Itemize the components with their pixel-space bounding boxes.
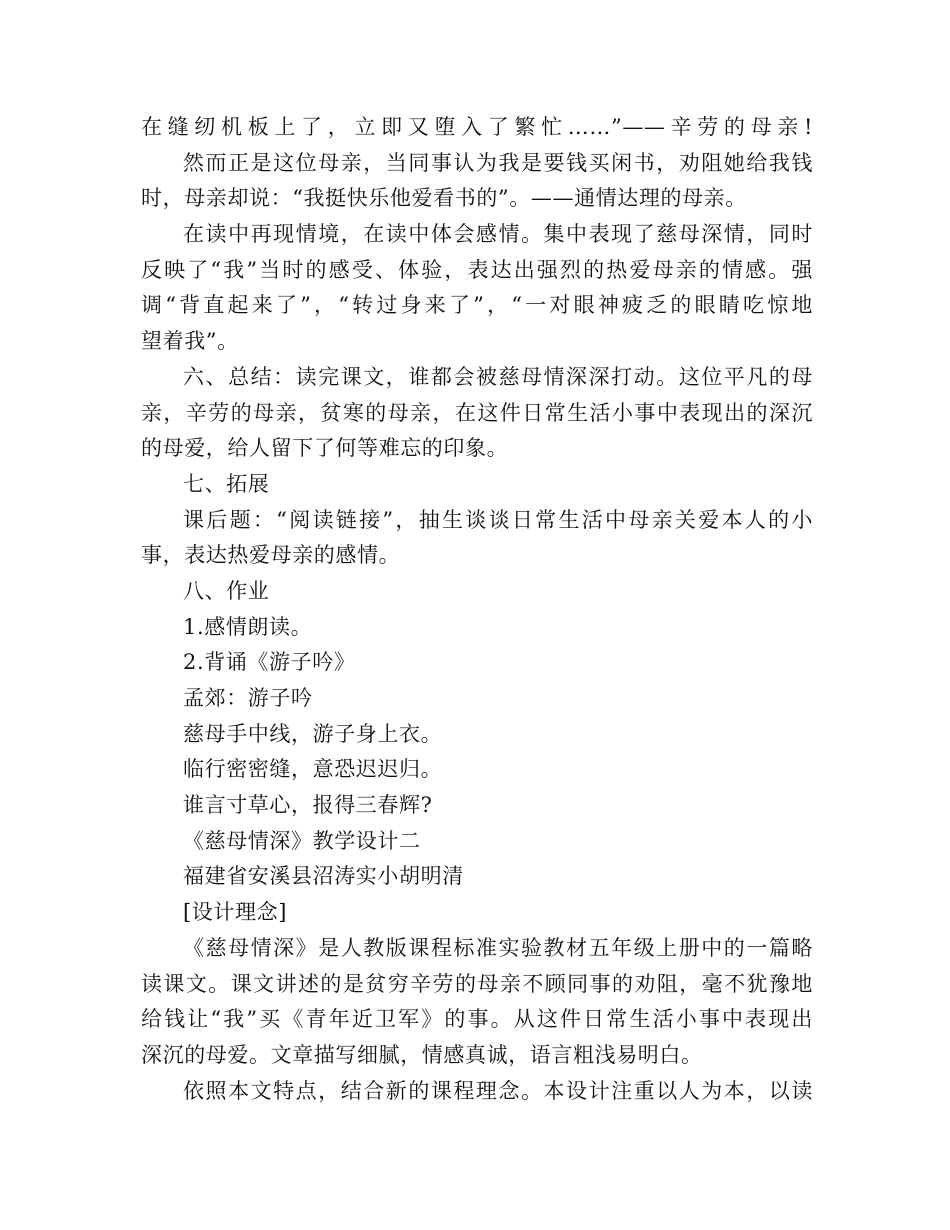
poem-line: 谁言寸草心，报得三春辉? [183,793,433,818]
paragraph-line: 时，母亲却说：“我挺快乐他爱看书的”。——通情达理的母亲。 [141,186,747,211]
paragraph-line: 的母爱，给人留下了何等难忘的印象。 [141,436,509,461]
paragraph-line: 依照本文特点，结合新的课程理念。本设计注重以人为本，以读 [183,1078,813,1103]
list-item: 1.感情朗读。 [183,614,313,639]
document-subtitle: 《慈母情深》教学设计二 [183,828,421,853]
poem-line: 临行密密缝，意恐迟迟归。 [183,757,443,782]
section-heading: [设计理念] [183,900,287,925]
section-heading: 七、拓展 [183,471,270,496]
paragraph-line: 六、总结：读完课文，谁都会被慈母情深深打动。这位平凡的母 [183,364,813,389]
paragraph-line: 给钱让“我”买《青年近卫军》的事。从这件日常生活小事中表现出 [141,1007,813,1032]
paragraph-line: 调“背直起来了”，“转过身来了”，“一对眼神疲乏的眼睛吃惊地 [141,293,813,318]
author-line: 福建省安溪县沼涛实小胡明清 [183,864,464,889]
paragraph-line: 《慈母情深》是人教版课程标准实验教材五年级上册中的一篇略 [183,935,813,960]
list-item: 2.背诵《游子吟》 [183,650,356,675]
paragraph-line: 在读中再现情境，在读中体会感情。集中表现了慈母深情，同时 [183,222,813,247]
paragraph-line: 事，表达热爱母亲的感情。 [141,543,401,568]
paragraph-line: 读课文。课文讲述的是贫穷辛劳的母亲不顾同事的劝阻，毫不犹豫地 [141,971,813,996]
paragraph-line: 望着我”。 [141,329,239,354]
poem-title: 孟郊：游子吟 [183,686,313,710]
section-heading: 八、作业 [183,578,270,603]
paragraph-line: 深沉的母爱。文章描写细腻，情感真诚，语言粗浅易明白。 [141,1042,703,1067]
paragraph-line: 亲，辛劳的母亲，贫寒的母亲，在这件日常生活小事中表现出的深沉 [141,400,813,425]
paragraph-line: 然而正是这位母亲，当同事认为我是要钱买闲书，劝阻她给我钱 [183,150,813,175]
document-page [141,110,813,1109]
paragraph-line: 课后题：“阅读链接”，抽生谈谈日常生活中母亲关爱本人的小 [183,507,813,532]
paragraph-line: 反映了“我”当时的感受、体验，表达出强烈的热爱母亲的情感。强 [141,257,813,282]
poem-line: 慈母手中线，游子身上衣。 [183,721,443,746]
paragraph-line: 在缝纫机板上了，立即又堕入了繁忙……”——辛劳的母亲! [141,115,813,139]
